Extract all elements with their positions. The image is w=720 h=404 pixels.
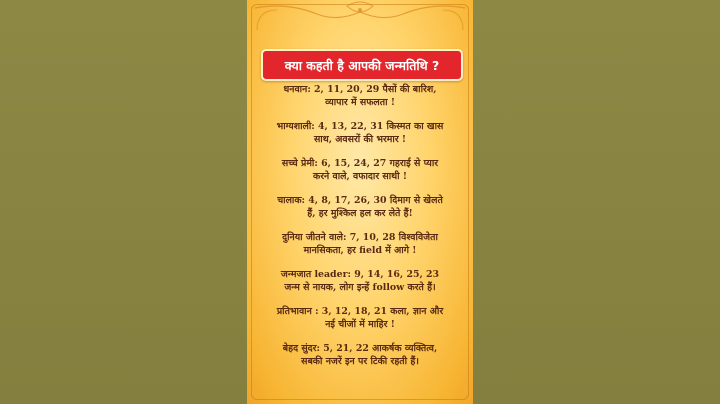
item-line: नई चीजों में माहिर ! [325,318,395,330]
item-line: करने वाले, वफादार साथी ! [313,170,407,182]
item-line: हैं, हर मुश्किल हल कर लेते हैं! [307,207,413,219]
item-line: जन्मजात leader: 9, 14, 16, 25, 23 [280,269,440,280]
item-line: भाग्यशाली: 4, 13, 22, 31 किस्मत का खास [276,121,444,132]
background-right [473,0,720,404]
list-item [253,269,467,294]
item-line: सबकी नजरें इन पर टिकी रहती हैं। [301,355,419,367]
birthdate-list [253,84,467,380]
list-item [253,121,467,146]
item-line: साथ, अवसरों की भरमार ! [313,133,407,145]
list-item [253,343,467,368]
list-item [253,158,467,183]
item-line: जन्म से नायक, लोग इन्हें follow करते हैं। [284,281,436,293]
item-line: बेहद सुंदर: 5, 21, 22 आकर्षक व्यक्तित्व, [282,343,438,354]
ornament-decoration [247,0,473,40]
list-item [253,306,467,331]
item-line: सच्चे प्रेमी: 6, 15, 24, 27 गहराई से प्यार [281,158,439,169]
item-line: प्रतिभावान : 3, 12, 18, 21 कला, ज्ञान और [276,306,444,317]
card-title: क्या कहती है आपकी जन्मतिथि ? [261,49,463,81]
item-line: मानसिकता, हर field में आगे ! [303,244,417,256]
item-line: व्यापार में सफलता ! [325,96,395,108]
item-line: दुनिया जीतने वाले: 7, 10, 28 विश्वविजेता [282,232,438,243]
background-left [0,0,247,404]
item-line: चालाक: 4, 8, 17, 26, 30 दिमाग से खेलते [277,195,443,206]
birthdate-card [247,0,473,404]
list-item [253,232,467,257]
item-line: धनवान: 2, 11, 20, 29 पैसों की बारिश, [283,84,437,95]
list-item [253,195,467,220]
list-item [253,84,467,109]
